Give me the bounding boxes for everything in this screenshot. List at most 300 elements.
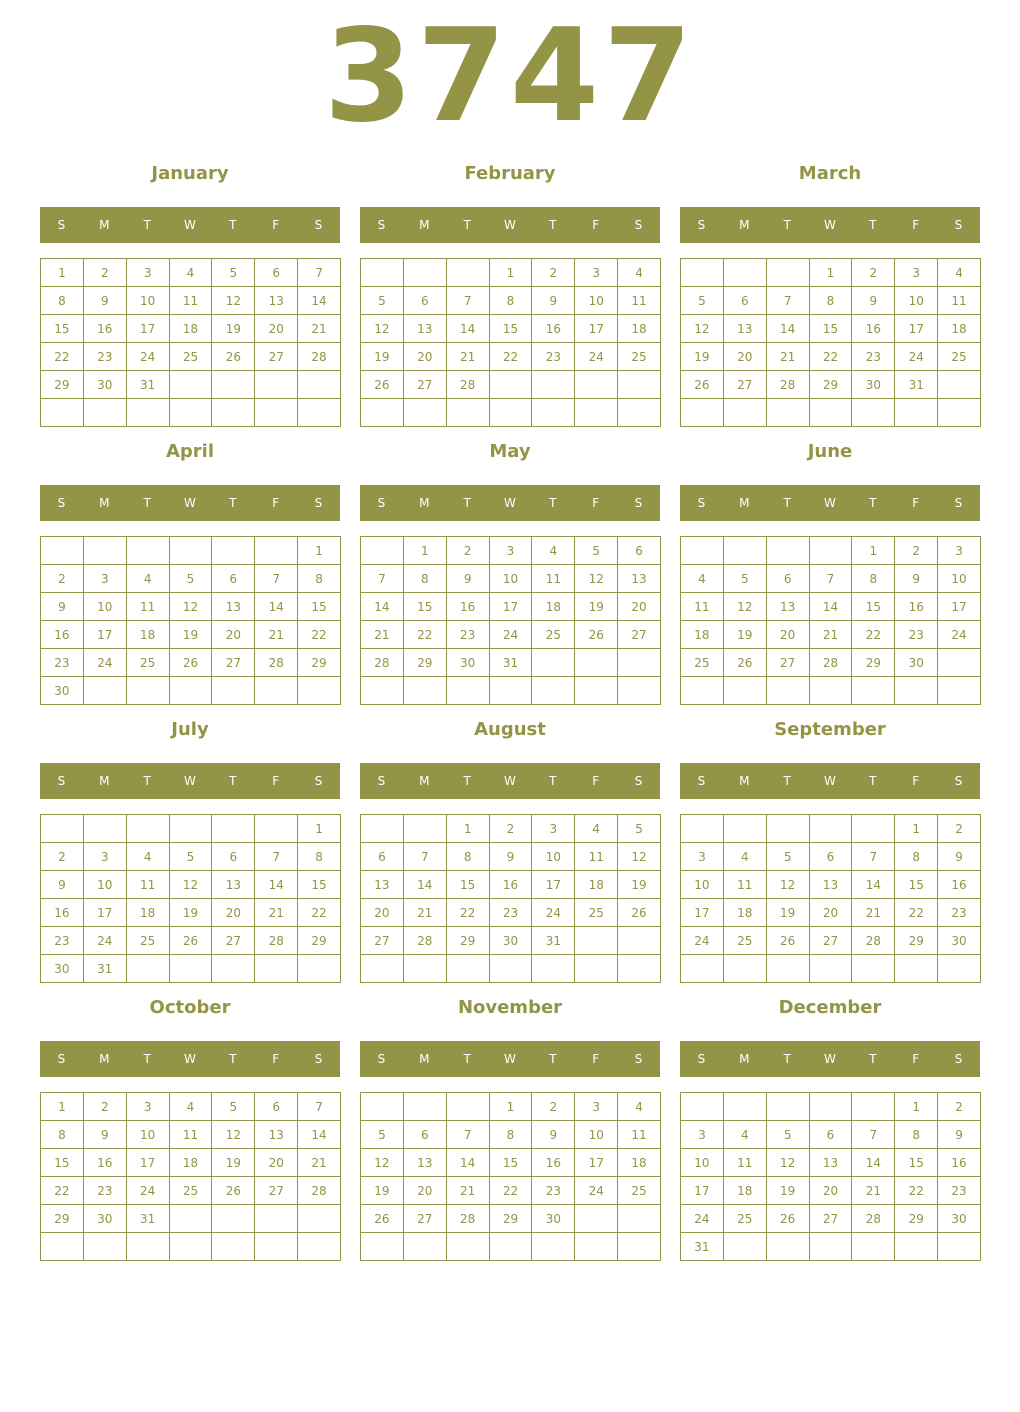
empty-day-cell [127, 1233, 170, 1261]
day-cell: 30 [895, 649, 938, 677]
day-cell: 8 [447, 843, 490, 871]
weekday-header-bar [360, 207, 660, 243]
weekday-header: S [954, 1052, 963, 1066]
day-cell: 6 [361, 843, 404, 871]
day-cell: 31 [84, 955, 127, 983]
day-cell: 11 [127, 593, 170, 621]
day-cell: 20 [404, 1177, 447, 1205]
day-cell: 5 [170, 843, 213, 871]
day-cell: 27 [361, 927, 404, 955]
day-cell: 20 [255, 315, 298, 343]
weekday-header: S [634, 774, 643, 788]
day-cell: 21 [298, 1149, 341, 1177]
weekday-header: T [229, 1052, 237, 1066]
day-cell: 29 [404, 649, 447, 677]
day-cell: 15 [447, 871, 490, 899]
day-cell: 26 [767, 1205, 810, 1233]
empty-day-cell [361, 677, 404, 705]
day-cell: 8 [895, 843, 938, 871]
day-cell: 7 [447, 1121, 490, 1149]
day-cell: 5 [212, 1093, 255, 1121]
day-cell: 4 [618, 1093, 661, 1121]
day-cell: 2 [490, 815, 533, 843]
empty-day-cell [255, 955, 298, 983]
day-cell: 5 [724, 565, 767, 593]
day-cell: 14 [447, 315, 490, 343]
day-cell: 24 [84, 649, 127, 677]
weekday-header: W [824, 1052, 836, 1066]
weekday-header-bar [40, 207, 340, 243]
day-cell: 25 [532, 621, 575, 649]
day-cell: 25 [127, 927, 170, 955]
day-cell: 10 [681, 1149, 724, 1177]
day-cell: 9 [41, 871, 84, 899]
day-cell: 16 [447, 593, 490, 621]
day-cell: 16 [532, 315, 575, 343]
day-cell: 13 [212, 871, 255, 899]
weekday-header: F [272, 496, 280, 510]
weekday-header: T [869, 774, 877, 788]
day-cell: 14 [852, 1149, 895, 1177]
day-cell: 2 [938, 815, 981, 843]
day-cell: 27 [404, 1205, 447, 1233]
day-grid [360, 814, 661, 983]
day-grid [360, 1092, 661, 1261]
weekday-header: M [99, 218, 110, 232]
day-cell: 5 [170, 565, 213, 593]
day-cell: 18 [170, 315, 213, 343]
empty-day-cell [767, 399, 810, 427]
day-cell: 15 [895, 1149, 938, 1177]
day-cell: 19 [724, 621, 767, 649]
day-cell: 27 [212, 927, 255, 955]
day-cell: 22 [298, 621, 341, 649]
day-cell: 30 [938, 927, 981, 955]
day-cell: 9 [532, 1121, 575, 1149]
day-cell: 15 [490, 315, 533, 343]
day-cell: 17 [681, 899, 724, 927]
day-cell: 3 [575, 259, 618, 287]
day-cell: 25 [681, 649, 724, 677]
day-cell: 31 [532, 927, 575, 955]
weekday-header: M [739, 496, 750, 510]
empty-day-cell [724, 399, 767, 427]
empty-day-cell [255, 815, 298, 843]
empty-day-cell [618, 677, 661, 705]
empty-day-cell [212, 1205, 255, 1233]
day-cell: 21 [810, 621, 853, 649]
day-cell: 13 [724, 315, 767, 343]
day-cell: 1 [895, 815, 938, 843]
empty-day-cell [575, 927, 618, 955]
day-cell: 17 [84, 899, 127, 927]
day-cell: 8 [490, 287, 533, 315]
day-cell: 6 [724, 287, 767, 315]
day-cell: 9 [852, 287, 895, 315]
day-cell: 14 [255, 871, 298, 899]
empty-day-cell [404, 399, 447, 427]
day-cell: 23 [41, 927, 84, 955]
day-cell: 30 [84, 1205, 127, 1233]
day-cell: 21 [255, 621, 298, 649]
day-cell: 23 [852, 343, 895, 371]
day-cell: 13 [212, 593, 255, 621]
day-cell: 11 [575, 843, 618, 871]
day-cell: 8 [490, 1121, 533, 1149]
empty-day-cell [810, 537, 853, 565]
day-cell: 29 [490, 1205, 533, 1233]
day-cell: 12 [724, 593, 767, 621]
day-cell: 26 [724, 649, 767, 677]
empty-day-cell [852, 1093, 895, 1121]
day-cell: 30 [532, 1205, 575, 1233]
day-cell: 5 [575, 537, 618, 565]
day-cell: 3 [127, 1093, 170, 1121]
day-cell: 17 [895, 315, 938, 343]
empty-day-cell [810, 815, 853, 843]
day-cell: 12 [212, 1121, 255, 1149]
day-cell: 18 [938, 315, 981, 343]
day-cell: 14 [255, 593, 298, 621]
empty-day-cell [810, 1093, 853, 1121]
empty-day-cell [361, 399, 404, 427]
empty-day-cell [404, 815, 447, 843]
empty-day-cell [170, 677, 213, 705]
day-cell: 14 [298, 1121, 341, 1149]
day-cell: 25 [170, 343, 213, 371]
empty-day-cell [298, 399, 341, 427]
day-cell: 26 [361, 371, 404, 399]
day-cell: 13 [767, 593, 810, 621]
day-cell: 8 [41, 1121, 84, 1149]
day-cell: 31 [127, 1205, 170, 1233]
day-cell: 2 [41, 843, 84, 871]
day-cell: 15 [810, 315, 853, 343]
weekday-header: T [463, 496, 471, 510]
weekday-header: T [549, 774, 557, 788]
empty-day-cell [298, 677, 341, 705]
day-cell: 9 [84, 1121, 127, 1149]
month-name: February [464, 163, 556, 184]
empty-day-cell [810, 955, 853, 983]
empty-day-cell [852, 1233, 895, 1261]
day-cell: 6 [404, 287, 447, 315]
empty-day-cell [490, 399, 533, 427]
day-cell: 16 [490, 871, 533, 899]
day-cell: 12 [575, 565, 618, 593]
day-cell: 19 [361, 343, 404, 371]
day-cell: 18 [532, 593, 575, 621]
day-cell: 28 [255, 649, 298, 677]
empty-day-cell [41, 399, 84, 427]
empty-day-cell [170, 1233, 213, 1261]
day-cell: 28 [767, 371, 810, 399]
weekday-header: S [697, 496, 706, 510]
empty-day-cell [532, 1233, 575, 1261]
empty-day-cell [361, 815, 404, 843]
weekday-header: T [463, 218, 471, 232]
weekday-header: W [504, 218, 516, 232]
weekday-header: M [419, 218, 430, 232]
empty-day-cell [852, 815, 895, 843]
weekday-header-bar [680, 763, 980, 799]
month-name: December [778, 997, 882, 1018]
day-cell: 1 [447, 815, 490, 843]
day-cell: 24 [938, 621, 981, 649]
day-cell: 9 [447, 565, 490, 593]
empty-day-cell [447, 1233, 490, 1261]
empty-day-cell [852, 399, 895, 427]
day-cell: 22 [447, 899, 490, 927]
empty-day-cell [681, 955, 724, 983]
empty-day-cell [681, 399, 724, 427]
empty-day-cell [404, 1233, 447, 1261]
day-cell: 16 [895, 593, 938, 621]
weekday-header: W [504, 496, 516, 510]
day-cell: 9 [41, 593, 84, 621]
weekday-header-bar [680, 207, 980, 243]
day-cell: 3 [84, 843, 127, 871]
day-cell: 10 [681, 871, 724, 899]
day-cell: 5 [681, 287, 724, 315]
empty-day-cell [532, 399, 575, 427]
weekday-header-bar [360, 763, 660, 799]
empty-day-cell [447, 955, 490, 983]
day-cell: 3 [938, 537, 981, 565]
day-cell: 21 [447, 1177, 490, 1205]
day-cell: 23 [41, 649, 84, 677]
empty-day-cell [212, 815, 255, 843]
weekday-header: S [314, 774, 323, 788]
month-name: October [149, 997, 231, 1018]
day-cell: 19 [767, 1177, 810, 1205]
weekday-header-bar [680, 485, 980, 521]
day-cell: 13 [255, 287, 298, 315]
day-cell: 6 [255, 1093, 298, 1121]
empty-day-cell [361, 1233, 404, 1261]
day-cell: 9 [490, 843, 533, 871]
empty-day-cell [404, 1093, 447, 1121]
day-cell: 17 [490, 593, 533, 621]
empty-day-cell [361, 259, 404, 287]
day-cell: 10 [127, 287, 170, 315]
weekday-header: F [912, 218, 920, 232]
empty-day-cell [767, 955, 810, 983]
day-cell: 24 [681, 927, 724, 955]
weekday-header: S [634, 1052, 643, 1066]
day-cell: 24 [575, 343, 618, 371]
day-cell: 26 [681, 371, 724, 399]
day-cell: 21 [361, 621, 404, 649]
day-cell: 1 [298, 537, 341, 565]
day-cell: 21 [447, 343, 490, 371]
day-cell: 19 [618, 871, 661, 899]
day-cell: 23 [84, 1177, 127, 1205]
day-cell: 6 [767, 565, 810, 593]
empty-day-cell [575, 955, 618, 983]
day-cell: 26 [170, 649, 213, 677]
day-cell: 27 [404, 371, 447, 399]
day-cell: 10 [895, 287, 938, 315]
day-cell: 3 [84, 565, 127, 593]
day-cell: 2 [532, 259, 575, 287]
day-cell: 3 [575, 1093, 618, 1121]
weekday-header: S [377, 218, 386, 232]
day-cell: 18 [575, 871, 618, 899]
day-cell: 19 [767, 899, 810, 927]
empty-day-cell [361, 537, 404, 565]
day-cell: 4 [618, 259, 661, 287]
weekday-header: T [143, 774, 151, 788]
day-grid [680, 1092, 981, 1261]
day-cell: 16 [852, 315, 895, 343]
day-cell: 10 [490, 565, 533, 593]
day-cell: 5 [767, 1121, 810, 1149]
day-cell: 21 [255, 899, 298, 927]
weekday-header: S [634, 218, 643, 232]
weekday-header: W [184, 218, 196, 232]
empty-day-cell [361, 955, 404, 983]
day-cell: 26 [575, 621, 618, 649]
empty-day-cell [170, 399, 213, 427]
empty-day-cell [255, 1205, 298, 1233]
weekday-header: S [314, 496, 323, 510]
day-cell: 22 [895, 899, 938, 927]
day-cell: 18 [170, 1149, 213, 1177]
day-cell: 11 [170, 287, 213, 315]
day-cell: 27 [255, 343, 298, 371]
day-cell: 4 [170, 1093, 213, 1121]
day-cell: 30 [490, 927, 533, 955]
weekday-header-bar [680, 1041, 980, 1077]
day-cell: 7 [767, 287, 810, 315]
day-cell: 14 [404, 871, 447, 899]
day-cell: 10 [127, 1121, 170, 1149]
day-cell: 12 [767, 1149, 810, 1177]
day-cell: 15 [298, 593, 341, 621]
empty-day-cell [810, 399, 853, 427]
day-cell: 28 [298, 343, 341, 371]
empty-day-cell [41, 1233, 84, 1261]
empty-day-cell [532, 649, 575, 677]
day-cell: 6 [255, 259, 298, 287]
day-cell: 29 [895, 1205, 938, 1233]
weekday-header-bar [360, 485, 660, 521]
day-cell: 13 [361, 871, 404, 899]
weekday-header: T [869, 1052, 877, 1066]
day-cell: 28 [404, 927, 447, 955]
day-cell: 2 [84, 259, 127, 287]
day-cell: 19 [212, 315, 255, 343]
empty-day-cell [575, 649, 618, 677]
day-cell: 20 [724, 343, 767, 371]
empty-day-cell [724, 1093, 767, 1121]
day-cell: 4 [575, 815, 618, 843]
day-cell: 1 [810, 259, 853, 287]
day-cell: 23 [490, 899, 533, 927]
weekday-header: T [229, 496, 237, 510]
day-grid [680, 536, 981, 705]
day-cell: 1 [490, 1093, 533, 1121]
weekday-header: T [143, 496, 151, 510]
empty-day-cell [810, 1233, 853, 1261]
day-cell: 16 [84, 1149, 127, 1177]
day-cell: 8 [298, 565, 341, 593]
day-cell: 23 [895, 621, 938, 649]
day-cell: 14 [767, 315, 810, 343]
day-cell: 4 [724, 843, 767, 871]
day-cell: 4 [127, 843, 170, 871]
day-cell: 31 [490, 649, 533, 677]
day-cell: 18 [127, 621, 170, 649]
weekday-header: S [57, 1052, 66, 1066]
empty-day-cell [852, 677, 895, 705]
day-cell: 29 [810, 371, 853, 399]
day-cell: 7 [298, 259, 341, 287]
day-grid [360, 536, 661, 705]
empty-day-cell [255, 371, 298, 399]
empty-day-cell [575, 1233, 618, 1261]
day-cell: 20 [618, 593, 661, 621]
month-name: March [798, 163, 862, 184]
empty-day-cell [938, 371, 981, 399]
day-cell: 11 [170, 1121, 213, 1149]
day-cell: 7 [255, 843, 298, 871]
day-cell: 24 [84, 927, 127, 955]
day-cell: 4 [681, 565, 724, 593]
day-cell: 20 [767, 621, 810, 649]
day-cell: 12 [170, 593, 213, 621]
empty-day-cell [618, 927, 661, 955]
day-cell: 27 [255, 1177, 298, 1205]
day-cell: 7 [361, 565, 404, 593]
weekday-header: M [739, 774, 750, 788]
day-cell: 17 [127, 1149, 170, 1177]
day-cell: 23 [938, 899, 981, 927]
day-cell: 25 [127, 649, 170, 677]
empty-day-cell [618, 399, 661, 427]
day-cell: 3 [681, 843, 724, 871]
empty-day-cell [255, 399, 298, 427]
empty-day-cell [447, 259, 490, 287]
day-cell: 27 [767, 649, 810, 677]
day-cell: 17 [681, 1177, 724, 1205]
weekday-header: W [184, 774, 196, 788]
day-cell: 15 [404, 593, 447, 621]
day-cell: 12 [767, 871, 810, 899]
day-cell: 28 [810, 649, 853, 677]
weekday-header: F [912, 774, 920, 788]
day-cell: 18 [618, 1149, 661, 1177]
empty-day-cell [724, 955, 767, 983]
empty-day-cell [404, 955, 447, 983]
day-cell: 26 [361, 1205, 404, 1233]
day-cell: 27 [212, 649, 255, 677]
day-cell: 23 [84, 343, 127, 371]
empty-day-cell [84, 815, 127, 843]
day-cell: 25 [618, 1177, 661, 1205]
day-cell: 24 [127, 1177, 170, 1205]
empty-day-cell [84, 677, 127, 705]
day-cell: 4 [938, 259, 981, 287]
day-cell: 21 [298, 315, 341, 343]
day-cell: 19 [575, 593, 618, 621]
weekday-header: S [314, 218, 323, 232]
day-cell: 25 [724, 927, 767, 955]
weekday-header: F [272, 218, 280, 232]
day-cell: 4 [724, 1121, 767, 1149]
weekday-header: F [592, 496, 600, 510]
